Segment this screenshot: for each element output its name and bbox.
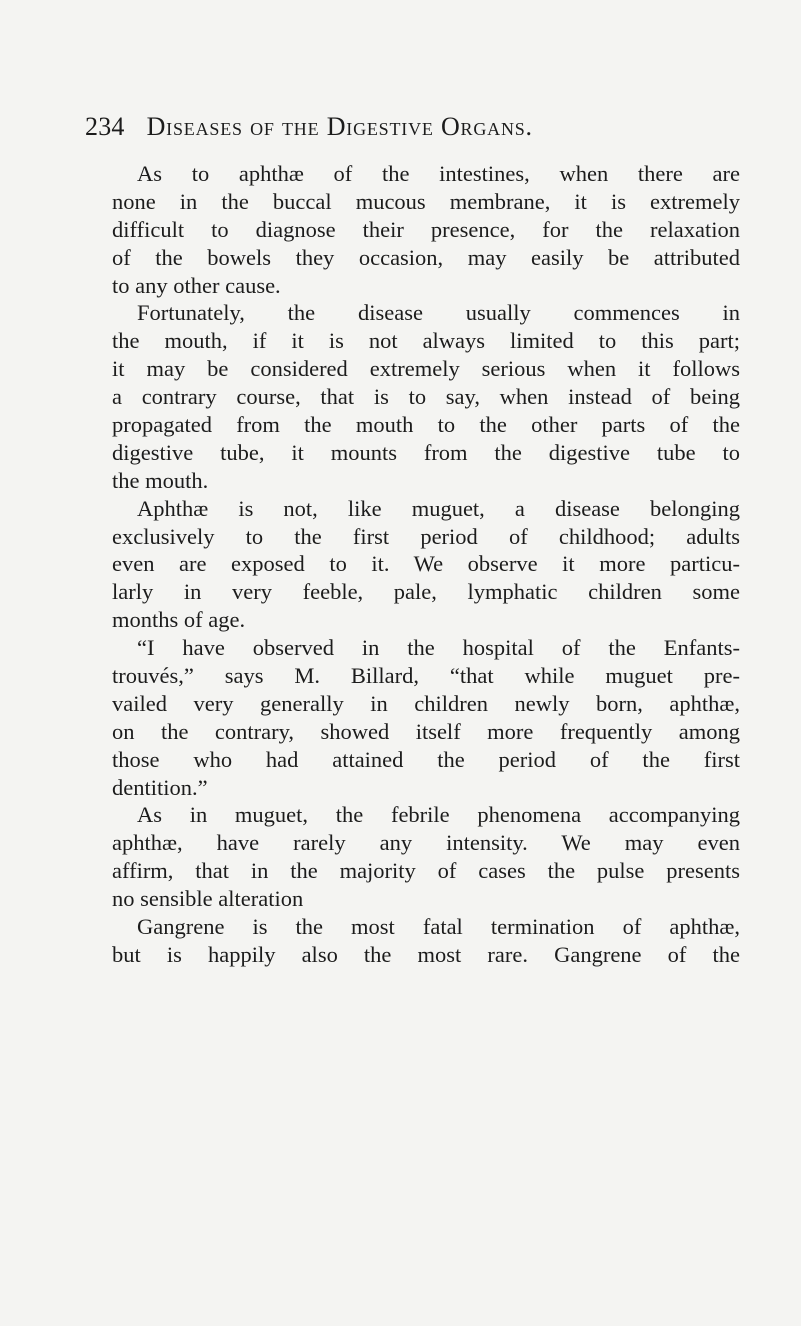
text-line: the mouth, if it is not always limited to this part;	[112, 328, 740, 354]
text-line: a contrary course, that is to say, when instead of being	[112, 384, 740, 410]
text-line: it may be considered extremely serious when it follows	[112, 356, 740, 382]
text-line: digestive tube, it mounts from the digestive tube to	[112, 439, 740, 465]
paragraph	[112, 299, 740, 494]
text-line: but is happily also the most rare. Gangrene of the	[112, 941, 740, 967]
text-line: the mouth.	[112, 467, 209, 493]
text-line: Gangrene is the most fatal termination of aphthæ,	[137, 914, 740, 940]
text-line: As in muguet, the febrile phenomena accompanying	[137, 802, 740, 828]
text-line: no sensible alteration	[112, 886, 304, 912]
running-head	[85, 112, 765, 142]
text-line: As to aphthæ of the intestines, when there are	[137, 161, 740, 186]
text-line: difficult to diagnose their presence, for the relaxation	[112, 216, 740, 242]
text-line: aphthæ, have rarely any intensity. We may even	[112, 830, 740, 856]
text-line: dentition.”	[112, 774, 208, 800]
paragraph	[112, 913, 740, 969]
text-line: propagated from the mouth to the other parts of the	[112, 412, 740, 438]
text-line: even are exposed to it. We observe it more particu-	[112, 551, 740, 577]
text-line: “I have observed in the hospital of the Enfants-	[137, 635, 740, 661]
text-line: larly in very feeble, pale, lymphatic children some	[112, 579, 740, 605]
running-title: Diseases of the Digestive Organs.	[146, 112, 533, 141]
paragraph	[112, 801, 740, 913]
text-line: trouvés,” says M. Billard, “that while muguet pre-	[112, 663, 740, 689]
text-line: those who had attained the period of the first	[112, 746, 740, 772]
text-line: on the contrary, showed itself more frequently among	[112, 718, 740, 744]
text-line: vailed very generally in children newly born, aphthæ,	[112, 690, 740, 716]
text-line: exclusively to the first period of childhood; adults	[112, 523, 740, 549]
text-line: none in the buccal mucous membrane, it is extremely	[112, 188, 740, 214]
body-text	[112, 160, 740, 969]
page-number: 234	[85, 112, 125, 141]
paragraph	[112, 160, 740, 299]
paragraph	[112, 495, 740, 634]
paragraph	[112, 634, 740, 801]
text-line: Fortunately, the disease usually commences in	[137, 300, 740, 326]
text-line: of the bowels they occasion, may easily be attributed	[112, 244, 740, 270]
text-line: affirm, that in the majority of cases the pulse presents	[112, 858, 740, 884]
text-line: months of age.	[112, 607, 246, 633]
text-line: Aphthæ is not, like muguet, a disease belonging	[137, 495, 740, 521]
text-line: to any other cause.	[112, 272, 281, 298]
